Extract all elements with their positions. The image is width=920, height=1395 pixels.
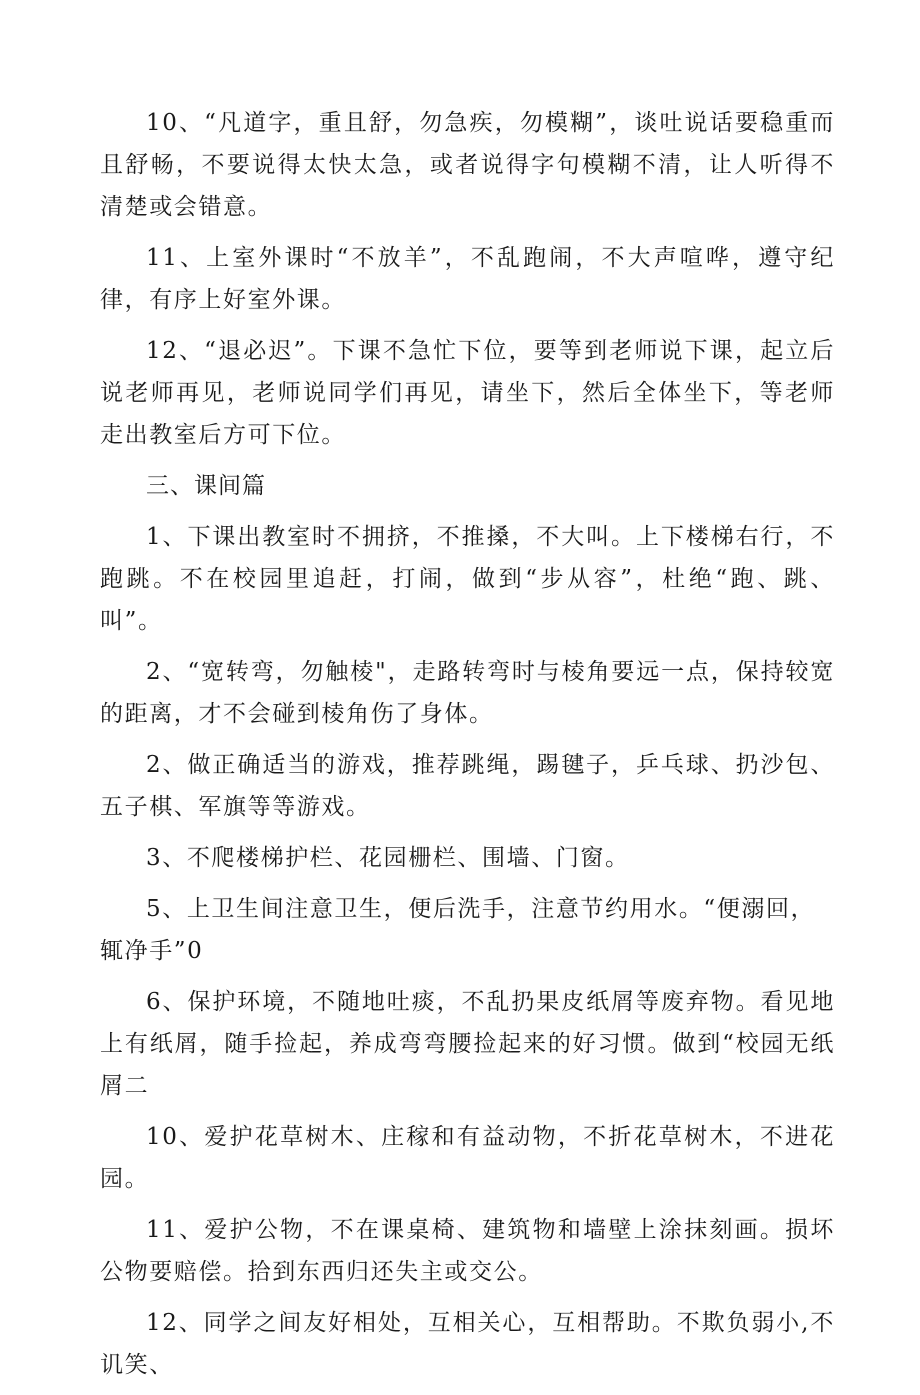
paragraph-item-12: 12、“退必迟”。下课不急忙下位，要等到老师说下课，起立后说老师再见，老师说同学们再见，请坐下，然后全体坐下，等老师走出教室后方可下位。	[100, 338, 835, 448]
paragraph-break-2b: 2、做正确适当的游戏，推荐跳绳，踢毽子，乒乓球、扔沙包、五子棋、军旗等等游戏。	[100, 752, 835, 820]
paragraph-break-11: 11、爱护公物，不在课桌椅、建筑物和墙壁上涂抹刻画。损坏公物要赔偿。拾到东西归还失主或交公。	[100, 1217, 835, 1285]
paragraph-break-6: 6、保护环境，不随地吐痰，不乱扔果皮纸屑等废弃物。看见地上有纸屑，随手捡起，养成弯弯腰捡起来的好习惯。做到“校园无纸屑二	[100, 989, 835, 1099]
paragraph-break-5: 5、上卫生间注意卫生，便后洗手，注意节约用水。“便溺回，	[146, 896, 816, 922]
paragraph-break-2a: 2、“宽转弯，勿触棱"，走路转弯时与棱角要远一点，保持较宽的距离，才不会碰到棱角伤了身体。	[100, 659, 835, 727]
paragraph-item-10: 10、“凡道字，重且舒，勿急疾，勿模糊”，谈吐说话要稳重而且舒畅，不要说得太快太急，或者说得字句模糊不清，让人听得不清楚或会错意。	[100, 110, 835, 220]
paragraph-break-10: 10、爱护花草树木、庄稼和有益动物，不折花草树木，不进花园。	[100, 1124, 835, 1192]
document-page	[100, 102, 835, 1395]
paragraph-item-11: 11、上室外课时“不放羊”，不乱跑闹，不大声喧哗，遵守纪律，有序上好室外课。	[100, 245, 835, 313]
paragraph-break-5-continued: 辄净手”0	[100, 938, 204, 964]
paragraph-break-1: 1、下课出教室时不拥挤，不推搡，不大叫。上下楼梯右行，不跑跳。不在校园里追赶，打闹，做到“步从容”，杜绝“跑、跳、叫”。	[100, 524, 835, 634]
section-heading: 三、课间篇	[146, 473, 266, 499]
paragraph-break-12: 12、同学之间友好相处，互相关心，互相帮助。不欺负弱小,不讥笑、	[100, 1310, 835, 1378]
paragraph-break-3: 3、不爬楼梯护栏、花园栅栏、围墙、门窗。	[146, 845, 630, 871]
